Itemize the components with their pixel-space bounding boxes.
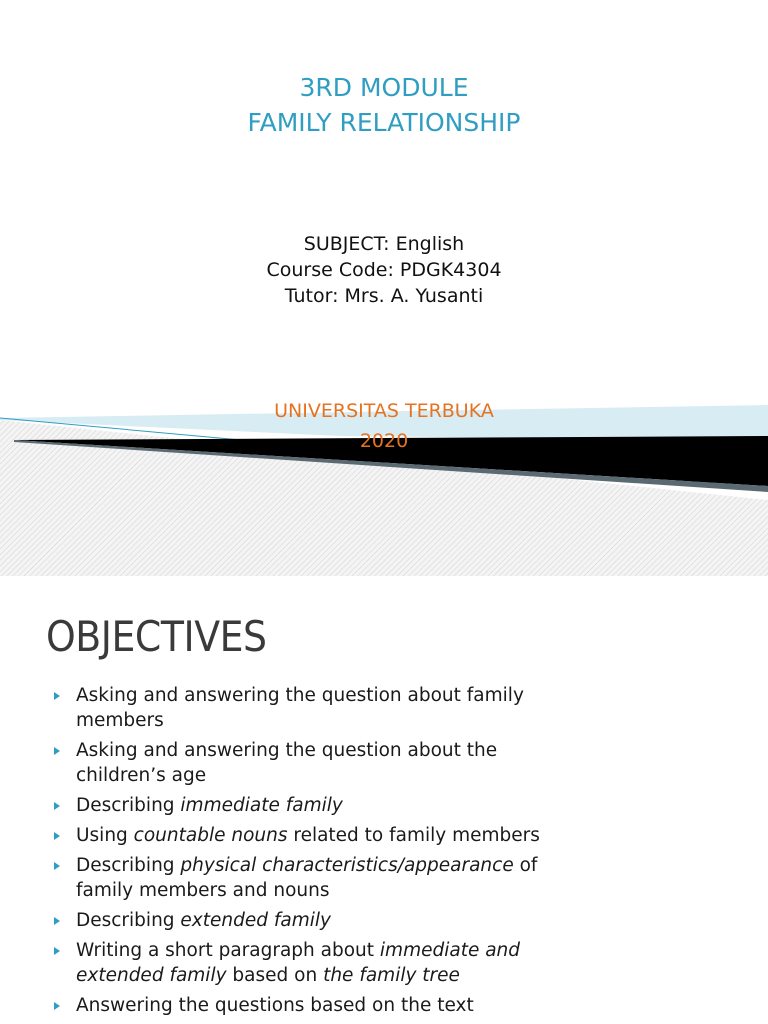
- objective-text-segment: the family tree: [323, 965, 460, 986]
- objective-line: [76, 793, 612, 818]
- tutor-text: Tutor: Mrs. A. Yusanti: [284, 285, 484, 307]
- course-code-text: Course Code: PDGK4304: [266, 259, 502, 281]
- title-line-1: 3RD MODULE: [299, 73, 469, 102]
- objective-text-segment: Describing: [76, 855, 181, 876]
- objective-item: [52, 823, 612, 848]
- objective-text-segment: immediate and: [379, 940, 521, 961]
- objective-item: [52, 938, 612, 988]
- bullet-arrow-icon: [54, 1002, 60, 1010]
- objective-item: [52, 908, 612, 933]
- objective-line: [76, 908, 612, 933]
- objectives-list: [52, 683, 612, 1023]
- objective-line: [76, 878, 612, 903]
- objective-text-segment: based on: [226, 965, 324, 986]
- objective-text-segment: extended family: [76, 965, 227, 986]
- title-line-2: FAMILY RELATIONSHIP: [247, 108, 521, 137]
- bullet-arrow-icon: [54, 862, 60, 870]
- objective-text-segment: physical characteristics/appearance: [180, 855, 514, 876]
- objective-line: [76, 708, 612, 733]
- institution-text: UNIVERSITAS TERBUKA: [274, 400, 494, 422]
- objective-line: [76, 763, 612, 788]
- objective-text-segment: Asking and answering the question about family: [76, 685, 524, 706]
- objective-item: [52, 738, 612, 788]
- bullet-arrow-icon: [54, 832, 60, 840]
- objective-text-segment: of: [513, 855, 538, 876]
- objective-line: [76, 963, 612, 988]
- year-text: 2020: [359, 430, 409, 452]
- objective-line: [76, 738, 612, 763]
- objective-item: [52, 683, 612, 733]
- objective-text-segment: extended family: [180, 910, 331, 931]
- objective-line: [76, 938, 612, 963]
- objective-text-segment: family members and nouns: [76, 880, 330, 901]
- objective-line: [76, 683, 612, 708]
- objective-item: [52, 793, 612, 818]
- objective-line: [76, 853, 612, 878]
- objective-text-segment: countable nouns: [133, 825, 288, 846]
- objective-text-segment: related to family members: [287, 825, 540, 846]
- objectives-slide: [0, 576, 768, 1024]
- bullet-arrow-icon: [54, 917, 60, 925]
- objective-text-segment: Using: [76, 825, 134, 846]
- objective-line: [76, 993, 612, 1018]
- objective-text-segment: Asking and answering the question about the: [76, 740, 498, 761]
- subject-text: SUBJECT: English: [303, 233, 465, 255]
- bullet-arrow-icon: [54, 802, 60, 810]
- bullet-arrow-icon: [54, 747, 60, 755]
- bullet-arrow-icon: [54, 692, 60, 700]
- bullet-arrow-icon: [54, 947, 60, 955]
- objective-text-segment: Answering the questions based on the text: [76, 995, 474, 1016]
- objective-text-segment: children’s age: [76, 765, 207, 786]
- objective-text-segment: Describing: [76, 795, 181, 816]
- objective-item: [52, 853, 612, 903]
- objective-text-segment: Describing: [76, 910, 181, 931]
- objective-text-segment: immediate family: [180, 795, 343, 816]
- objective-text-segment: Writing a short paragraph about: [76, 940, 380, 961]
- objective-item: [52, 993, 612, 1018]
- objective-text-segment: members: [76, 710, 164, 731]
- objective-line: [76, 823, 612, 848]
- objectives-heading: OBJECTIVES: [46, 612, 267, 661]
